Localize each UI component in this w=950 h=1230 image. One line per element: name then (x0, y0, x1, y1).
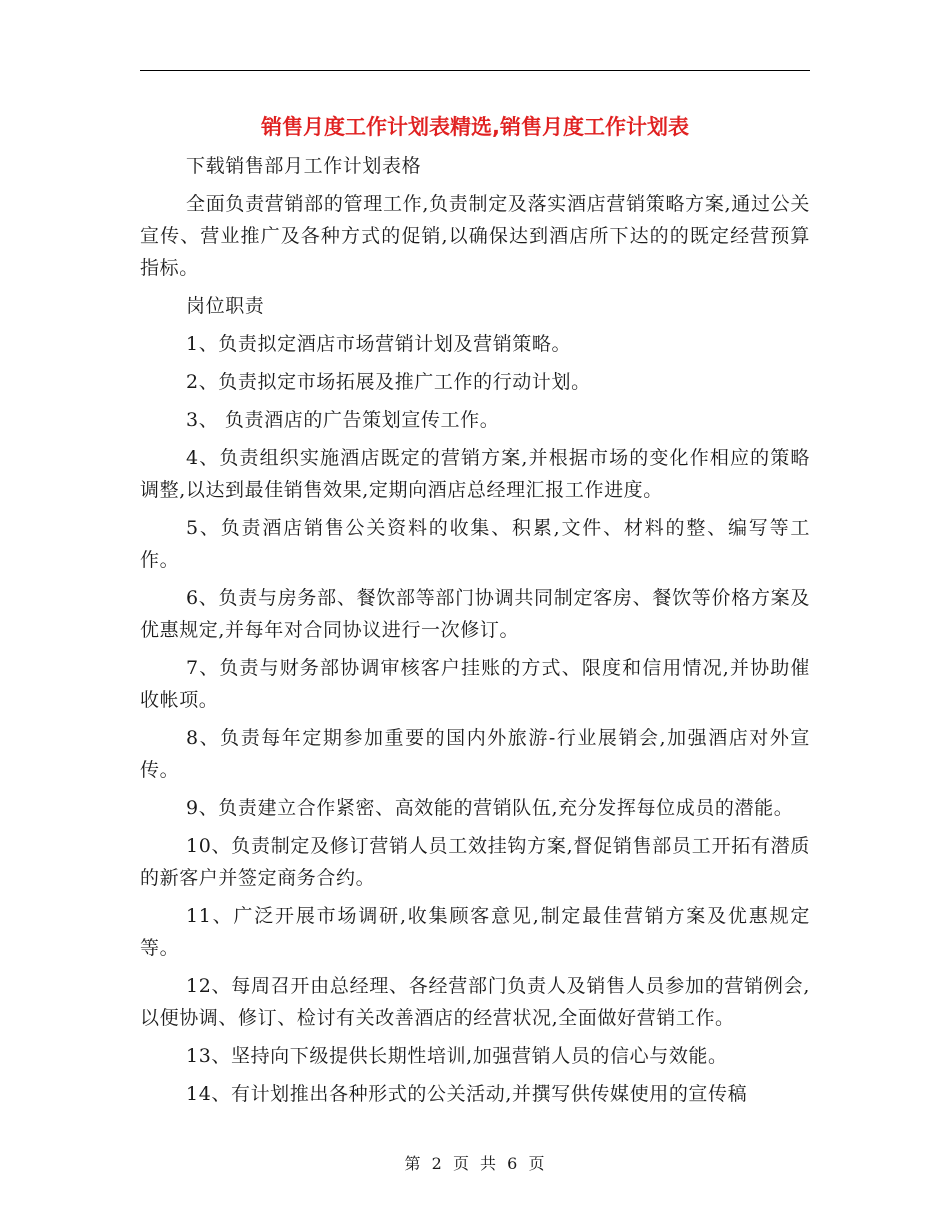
duty-item-3: 3、 负责酒店的广告策划宣传工作。 (186, 409, 500, 431)
duty-item-1: 1、负责拟定酒店市场营销计划及营销策略。 (186, 333, 572, 355)
duty-item-6: 6、负责与房务部、餐饮部等部门协调共同制定客房、餐饮等价格方案及优惠规定,并每年对合同协议进行一次修订。 (140, 587, 810, 641)
footer-total-unit: 页 (528, 1154, 546, 1173)
duty-item-7: 7、负责与财务部协调审核客户挂账的方式、限度和信用情况,并协助催收帐项。 (140, 657, 810, 711)
document-title: 销售月度工作计划表精选,销售月度工作计划表 (261, 115, 689, 139)
duty-item-14: 14、有计划推出各种形式的公关活动,并撰写供传媒使用的宣传稿 (186, 1083, 748, 1105)
duty-item-10: 10、负责制定及修订营销人员工效挂钩方案,督促销售部员工开拓有潜质的新客户并签定商务合约。 (140, 835, 810, 889)
footer-total-prefix: 共 (480, 1154, 498, 1173)
duty-item-11: 11、广泛开展市场调研,收集顾客意见,制定最佳营销方案及优惠规定等。 (140, 905, 810, 959)
paragraph-intro-heading: 下载销售部月工作计划表格 (186, 155, 422, 177)
duty-item-13: 13、坚持向下级提供长期性培训,加强营销人员的信心与效能。 (186, 1045, 728, 1067)
duty-item-9: 9、负责建立合作紧密、高效能的营销队伍,充分发挥每位成员的潜能。 (186, 797, 794, 819)
duty-item-12: 12、每周召开由总经理、各经营部门负责人及销售人员参加的营销例会,以便协调、修订、检讨有关改善酒店的经营状况,全面做好营销工作。 (140, 975, 810, 1029)
page-footer (0, 1152, 950, 1176)
duty-item-8: 8、负责每年定期参加重要的国内外旅游-行业展销会,加强酒店对外宣传。 (140, 727, 810, 781)
document-body (140, 150, 810, 1110)
paragraph-overview: 全面负责营销部的管理工作,负责制定及落实酒店营销策略方案,通过公关宣传、营业推广及各种方式的促销,以确保达到酒店所下达的的既定经营预算指标。 (140, 193, 810, 279)
footer-prefix: 第 (404, 1154, 422, 1173)
paragraph-duties-heading: 岗位职责 (186, 295, 265, 317)
duty-item-5: 5、负责酒店销售公关资料的收集、积累,文件、材料的整、编写等工作。 (140, 517, 810, 571)
footer-page-unit: 页 (452, 1154, 470, 1173)
header-rule (140, 70, 810, 71)
footer-current-page: 2 (431, 1154, 443, 1173)
duty-item-2: 2、负责拟定市场拓展及推广工作的行动计划。 (186, 371, 591, 393)
duty-item-4: 4、负责组织实施酒店既定的营销方案,并根据市场的变化作相应的策略调整,以达到最佳销售效果,定期向酒店总经理汇报工作进度。 (140, 447, 810, 501)
footer-total-pages: 6 (507, 1154, 519, 1173)
